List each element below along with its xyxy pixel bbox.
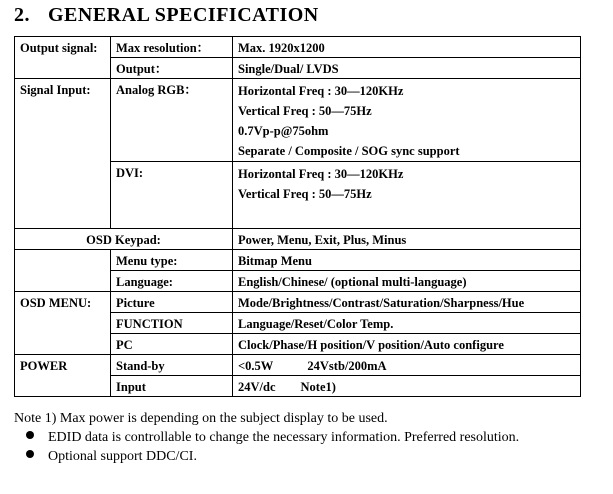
table-row: [15, 250, 581, 271]
signal-input-label: Signal Input:: [15, 79, 111, 229]
output-signal-label: Output signal:: [15, 37, 111, 79]
input-value: 24V/dc Note1): [233, 376, 581, 397]
osd-keypad-value: Power, Menu, Exit, Plus, Minus: [233, 229, 581, 250]
blank-cell: [15, 250, 111, 292]
table-row: [15, 292, 581, 313]
picture-value: Mode/Brightness/Contrast/Saturation/Sharpness/Hue: [233, 292, 581, 313]
power-label: POWER: [15, 355, 111, 397]
function-value: Language/Reset/Color Temp.: [233, 313, 581, 334]
bullet-text: Optional support DDC/CI.: [48, 449, 197, 464]
list-item: [14, 447, 519, 466]
list-item: [14, 428, 519, 447]
output-label: Output：: [111, 58, 233, 79]
analog-sync: Separate / Composite / SOG sync support: [238, 144, 460, 158]
language-value: English/Chinese/ (optional multi-language): [233, 271, 581, 292]
section-heading: [14, 4, 319, 27]
language-label: Language:: [111, 271, 233, 292]
dvi-label: DVI:: [111, 162, 233, 229]
menu-type-value: Bitmap Menu: [233, 250, 581, 271]
table-row: [15, 37, 581, 58]
section-number: 2.: [14, 4, 30, 26]
spec-table: [14, 36, 581, 397]
analog-rgb-values: [233, 79, 581, 162]
function-label: FUNCTION: [111, 313, 233, 334]
pc-label: PC: [111, 334, 233, 355]
picture-label: Picture: [111, 292, 233, 313]
bullet-icon: [26, 431, 34, 439]
max-resolution-value: Max. 1920x1200: [233, 37, 581, 58]
dvi-hfreq: Horizontal Freq : 30—120KHz: [238, 167, 404, 181]
bullet-text: EDID data is controllable to change the necessary information. Preferred resolution.: [48, 430, 520, 445]
standby-value: <0.5W 24Vstb/200mA: [233, 355, 581, 376]
pc-value: Clock/Phase/H position/V position/Auto configure: [233, 334, 581, 355]
analog-vfreq: Vertical Freq : 50—75Hz: [238, 104, 372, 118]
analog-rgb-label: Analog RGB：: [111, 79, 233, 162]
note-1: Note 1) Max power is depending on the subject display to be used.: [14, 411, 388, 426]
osd-keypad-label: OSD Keypad:: [15, 229, 233, 250]
standby-label: Stand-by: [111, 355, 233, 376]
output-value: Single/Dual/ LVDS: [233, 58, 581, 79]
menu-type-label: Menu type:: [111, 250, 233, 271]
table-row: [15, 79, 581, 162]
table-row: [15, 355, 581, 376]
section-title: GENERAL SPECIFICATION: [48, 4, 319, 26]
analog-hfreq: Horizontal Freq : 30—120KHz: [238, 84, 404, 98]
osd-menu-label: OSD MENU:: [15, 292, 111, 355]
dvi-values: [233, 162, 581, 229]
table-row: [15, 229, 581, 250]
max-resolution-label: Max resolution：: [111, 37, 233, 58]
analog-level: 0.7Vp-p@75ohm: [238, 124, 329, 138]
dvi-vfreq: Vertical Freq : 50—75Hz: [238, 187, 372, 201]
input-label: Input: [111, 376, 233, 397]
notes: [14, 409, 519, 466]
bullet-icon: [26, 450, 34, 458]
